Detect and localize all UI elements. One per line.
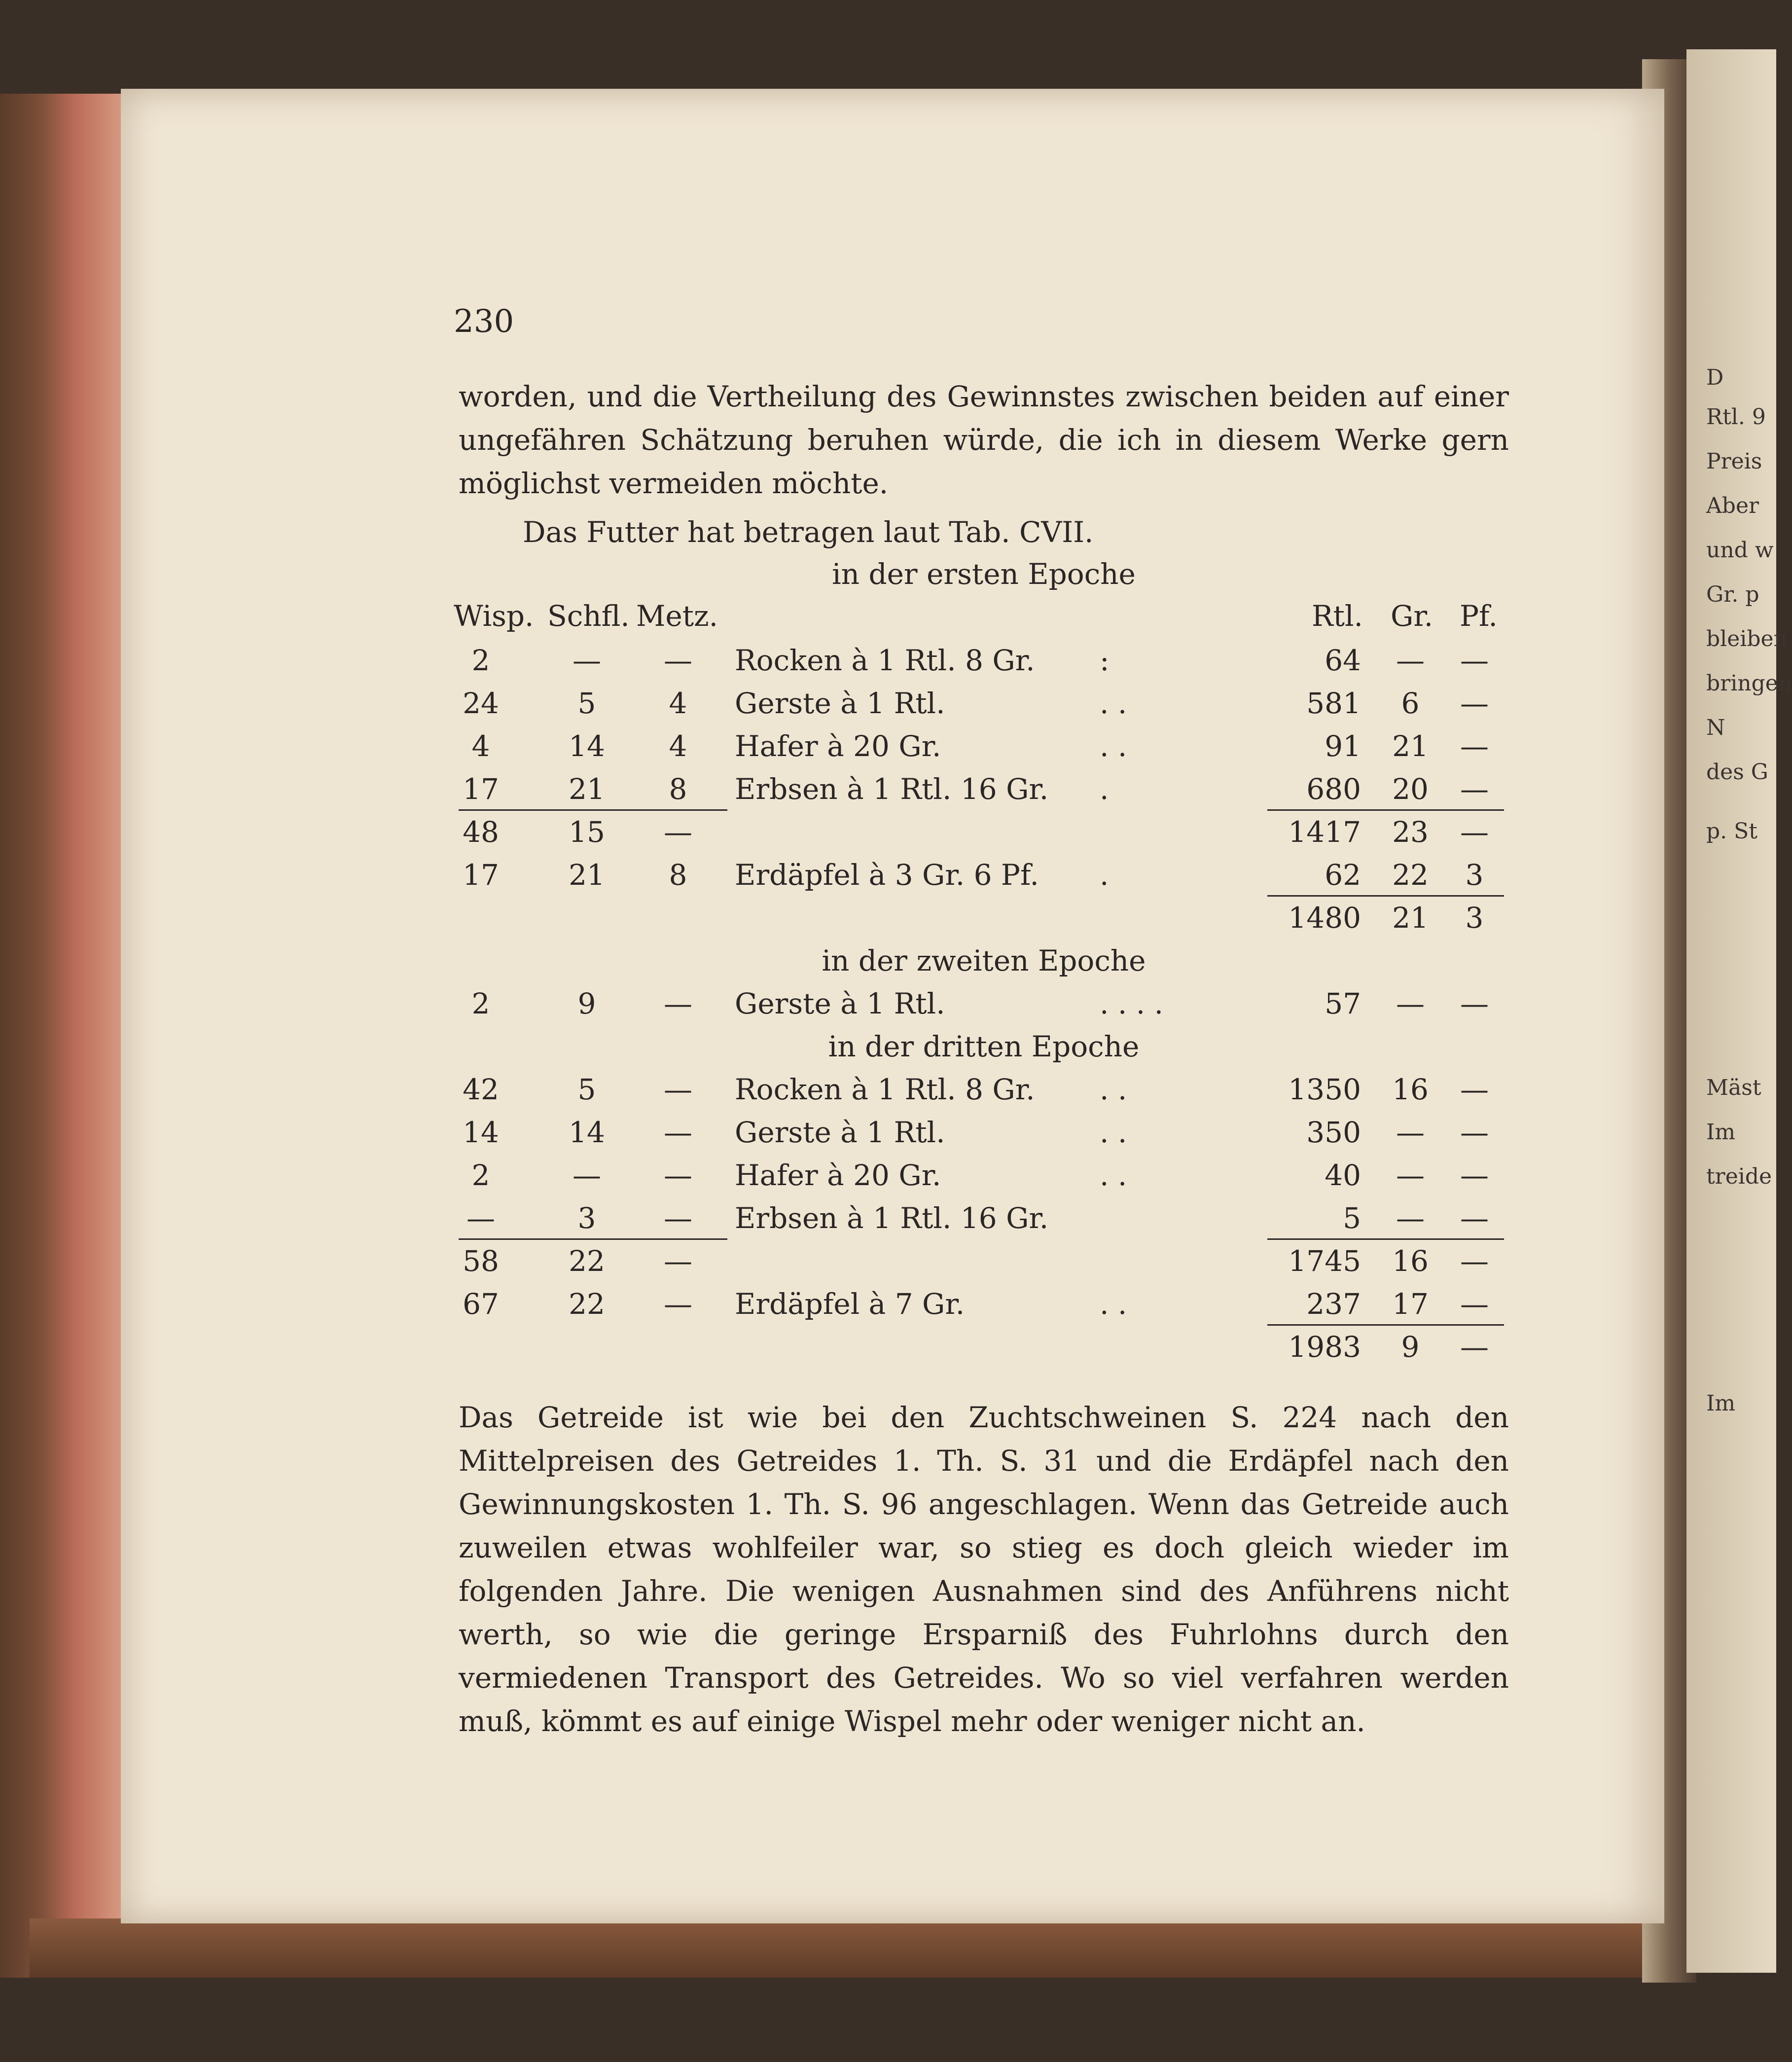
epoch1-subtotal-rtl: 1417 xyxy=(1288,815,1361,849)
epoch3-title: in der dritten Epoche xyxy=(828,1030,1140,1063)
facing-page-fragment: Rtl. 9 xyxy=(1706,404,1766,430)
epoch3-potato-metz: — xyxy=(664,1287,692,1321)
epoch1-row-pf: — xyxy=(1460,729,1489,763)
epoch1-row-rtl: 91 xyxy=(1325,729,1361,763)
epoch1-row-item: Rocken à 1 Rtl. 8 Gr. xyxy=(735,644,1035,677)
epoch1-title: in der ersten Epoche xyxy=(832,557,1136,591)
epoch3-potato-wisp: 67 xyxy=(463,1287,499,1321)
epoch1-row-wisp: 2 xyxy=(471,644,490,677)
epoch1-row-rtl: 581 xyxy=(1306,687,1361,720)
epoch3-row-wisp: 2 xyxy=(471,1158,490,1192)
epoch1-row-metz: 4 xyxy=(669,729,687,763)
epoch1-subtotal-gr: 23 xyxy=(1392,815,1429,849)
facing-page-fragment: treide xyxy=(1706,1164,1772,1189)
epoch3-row-gr: 16 xyxy=(1392,1073,1429,1106)
epoch3-row-gr: — xyxy=(1396,1158,1425,1192)
epoch1-row-metz: 8 xyxy=(669,772,687,806)
epoch2-row-gr: — xyxy=(1396,987,1425,1020)
epoch2-row-metz: — xyxy=(664,987,692,1020)
epoch1-subtotal-pf: — xyxy=(1460,815,1489,849)
epoch1-row-item: Erbsen à 1 Rtl. 16 Gr. xyxy=(735,772,1049,806)
epoch3-row-item: Hafer à 20 Gr. xyxy=(735,1158,941,1192)
epoch1-row-item: Gerste à 1 Rtl. xyxy=(735,687,945,720)
epoch3-potato-item: Erdäpfel à 7 Gr. xyxy=(735,1287,965,1321)
epoch1-row-pf: — xyxy=(1460,772,1489,806)
epoch1-row-rtl: 680 xyxy=(1306,772,1361,806)
epoch3-subtotal-schfl: 22 xyxy=(569,1244,605,1278)
epoch3-row-wisp: 42 xyxy=(463,1073,499,1106)
epoch3-row-wisp: 14 xyxy=(463,1116,499,1149)
closing-paragraph: Das Getreide ist wie bei den Zuchtschweinen S. 224 nach den Mittelpreisen des Getreides 1. Th. S. 31 und die Erdäpfel nach den Gewinnungskosten 1. Th. S. 96 angeschlagen. Wenn das Getreide auch zuweilen etwas wohlfeiler war, so stieg es doch gleich wieder im folgenden Jahre. Die wenigen Ausnahmen sind des Anführens nicht werth, so wie die geringe Ersparniß des Fuhrlohns durch den vermiedenen Transport des Getreides. Wo so viel verfahren werden muß, kömmt es auf einige Wispel mehr oder weniger nicht an. xyxy=(459,1401,1509,1738)
epoch2-row-rtl: 57 xyxy=(1325,987,1361,1020)
epoch1-potato-pf: 3 xyxy=(1465,858,1484,892)
epoch1-row-metz: — xyxy=(664,644,692,677)
epoch3-total-rule xyxy=(1267,1324,1504,1326)
epoch1-subtotal-schfl: 15 xyxy=(569,815,605,849)
epoch3-potato-schfl: 22 xyxy=(569,1287,605,1321)
epoch1-row-pf: — xyxy=(1460,687,1489,720)
facing-page-fragment: N xyxy=(1706,715,1725,740)
epoch3-row-wisp: — xyxy=(466,1201,495,1235)
epoch1-subtotal-wisp: 48 xyxy=(463,815,499,849)
header-metz: Metz. xyxy=(636,599,718,633)
epoch1-row-schfl: 5 xyxy=(577,687,596,720)
epoch1-row-metz: 4 xyxy=(669,687,687,720)
epoch3-right-rule xyxy=(1267,1238,1504,1240)
epoch1-potato-rtl: 62 xyxy=(1325,858,1361,892)
epoch3-row-pf: — xyxy=(1460,1158,1489,1192)
facing-page-fragment: D xyxy=(1706,365,1724,390)
epoch3-row-rtl: 1350 xyxy=(1288,1073,1361,1106)
epoch1-row-schfl: 21 xyxy=(569,772,605,806)
epoch1-row-gr: — xyxy=(1396,644,1425,677)
epoch1-row-wisp: 4 xyxy=(471,729,490,763)
epoch1-row-gr: 21 xyxy=(1392,729,1429,763)
facing-page-fragment: Aber xyxy=(1706,493,1759,518)
epoch3-subtotal-pf: — xyxy=(1460,1244,1489,1278)
facing-page-fragment: Im xyxy=(1706,1120,1736,1145)
epoch1-total-pf: 3 xyxy=(1465,901,1484,935)
epoch3-row-pf: — xyxy=(1460,1201,1489,1235)
epoch1-potato-leader: . xyxy=(1100,858,1109,892)
header-rtl: Rtl. xyxy=(1312,599,1363,633)
epoch2-row-pf: — xyxy=(1460,987,1489,1020)
epoch1-row-leader: : xyxy=(1100,644,1110,677)
intro-paragraph: worden, und die Vertheilung des Gewinnstes zwischen beiden auf einer ungefähren Schätzung beruhen würde, die ich in diesem Werke gern möglichst vermeiden möchte. xyxy=(459,380,1509,500)
header-wisp: Wisp. xyxy=(454,599,534,633)
table-intro: Das Futter hat betragen laut Tab. CVII. xyxy=(523,515,1094,549)
facing-page-fragment: bleiben xyxy=(1706,626,1788,651)
facing-page-fragment: Preis xyxy=(1706,449,1762,474)
epoch1-row-leader: . xyxy=(1100,772,1109,806)
epoch3-potato-pf: — xyxy=(1460,1287,1489,1321)
epoch1-potato-schfl: 21 xyxy=(569,858,605,892)
epoch1-left-rule xyxy=(459,809,727,811)
facing-page-fragment: des G xyxy=(1706,760,1768,785)
facing-page-fragment: bringen xyxy=(1706,671,1792,696)
epoch3-row-metz: — xyxy=(664,1158,692,1192)
epoch3-row-metz: — xyxy=(664,1201,692,1235)
epoch1-potato-gr: 22 xyxy=(1392,858,1429,892)
epoch1-total-gr: 21 xyxy=(1392,901,1429,935)
epoch3-row-rtl: 40 xyxy=(1325,1158,1361,1192)
page-number: 230 xyxy=(454,303,514,340)
facing-page xyxy=(1686,49,1776,1973)
epoch2-row-schfl: 9 xyxy=(577,987,596,1020)
epoch3-row-item: Rocken à 1 Rtl. 8 Gr. xyxy=(735,1073,1035,1106)
epoch1-right-rule xyxy=(1267,809,1504,811)
epoch1-total-rtl: 1480 xyxy=(1288,901,1361,935)
epoch1-row-schfl: 14 xyxy=(569,729,605,763)
epoch2-row-leader: . . . . xyxy=(1100,987,1164,1020)
epoch3-row-schfl: — xyxy=(573,1158,601,1192)
epoch3-total-gr: 9 xyxy=(1401,1330,1420,1364)
epoch3-row-rtl: 5 xyxy=(1343,1201,1361,1235)
epoch3-potato-gr: 17 xyxy=(1392,1287,1429,1321)
epoch1-row-wisp: 17 xyxy=(463,772,499,806)
epoch1-row-wisp: 24 xyxy=(463,687,499,720)
epoch3-row-item: Gerste à 1 Rtl. xyxy=(735,1116,945,1149)
epoch1-row-schfl: — xyxy=(573,644,601,677)
epoch2-title: in der zweiten Epoche xyxy=(822,944,1146,977)
epoch3-left-rule xyxy=(459,1238,727,1240)
epoch3-subtotal-wisp: 58 xyxy=(463,1244,499,1278)
epoch1-potato-wisp: 17 xyxy=(463,858,499,892)
epoch3-total-pf: — xyxy=(1460,1330,1489,1364)
epoch3-row-item: Erbsen à 1 Rtl. 16 Gr. xyxy=(735,1201,1049,1235)
epoch1-potato-metz: 8 xyxy=(669,858,687,892)
epoch3-row-metz: — xyxy=(664,1073,692,1106)
epoch1-subtotal-metz: — xyxy=(664,815,692,849)
epoch3-row-gr: — xyxy=(1396,1116,1425,1149)
epoch2-row-item: Gerste à 1 Rtl. xyxy=(735,987,945,1020)
book-bottom-edge xyxy=(30,1918,1682,1978)
epoch1-row-leader: . . xyxy=(1100,687,1127,720)
epoch1-row-rtl: 64 xyxy=(1325,644,1361,677)
epoch3-row-gr: — xyxy=(1396,1201,1425,1235)
epoch3-row-pf: — xyxy=(1460,1116,1489,1149)
epoch3-row-schfl: 14 xyxy=(569,1116,605,1149)
epoch1-row-gr: 20 xyxy=(1392,772,1429,806)
epoch2-row-wisp: 2 xyxy=(471,987,490,1020)
facing-page-fragment: und w xyxy=(1706,538,1774,563)
epoch3-row-metz: — xyxy=(664,1116,692,1149)
epoch3-potato-leader: . . xyxy=(1100,1287,1127,1321)
facing-page-fragment: Mäst xyxy=(1706,1075,1761,1100)
facing-page-fragment: Im xyxy=(1706,1391,1736,1416)
header-schfl: Schfl. xyxy=(547,599,630,633)
epoch3-subtotal-rtl: 1745 xyxy=(1288,1244,1361,1278)
epoch3-potato-rtl: 237 xyxy=(1306,1287,1361,1321)
epoch1-row-leader: . . xyxy=(1100,729,1127,763)
book-edge xyxy=(0,94,133,1978)
epoch3-subtotal-gr: 16 xyxy=(1392,1244,1429,1278)
epoch3-row-schfl: 5 xyxy=(577,1073,596,1106)
epoch3-row-rtl: 350 xyxy=(1306,1116,1361,1149)
epoch1-row-item: Hafer à 20 Gr. xyxy=(735,729,941,763)
facing-page-fragment: Gr. p xyxy=(1706,582,1759,607)
epoch3-row-pf: — xyxy=(1460,1073,1489,1106)
epoch1-row-pf: — xyxy=(1460,644,1489,677)
epoch1-row-gr: 6 xyxy=(1401,687,1420,720)
epoch3-row-leader: . . xyxy=(1100,1116,1127,1149)
epoch1-total-rule xyxy=(1267,895,1504,897)
epoch3-subtotal-metz: — xyxy=(664,1244,692,1278)
epoch3-total-rtl: 1983 xyxy=(1288,1330,1361,1364)
facing-page-fragment: p. St xyxy=(1706,819,1757,844)
epoch3-row-schfl: 3 xyxy=(577,1201,596,1235)
header-gr: Gr. xyxy=(1391,599,1434,633)
epoch3-row-leader: . . xyxy=(1100,1073,1127,1106)
epoch3-row-leader: . . xyxy=(1100,1158,1127,1192)
epoch1-potato-item: Erdäpfel à 3 Gr. 6 Pf. xyxy=(735,858,1039,892)
header-pf: Pf. xyxy=(1460,599,1498,633)
